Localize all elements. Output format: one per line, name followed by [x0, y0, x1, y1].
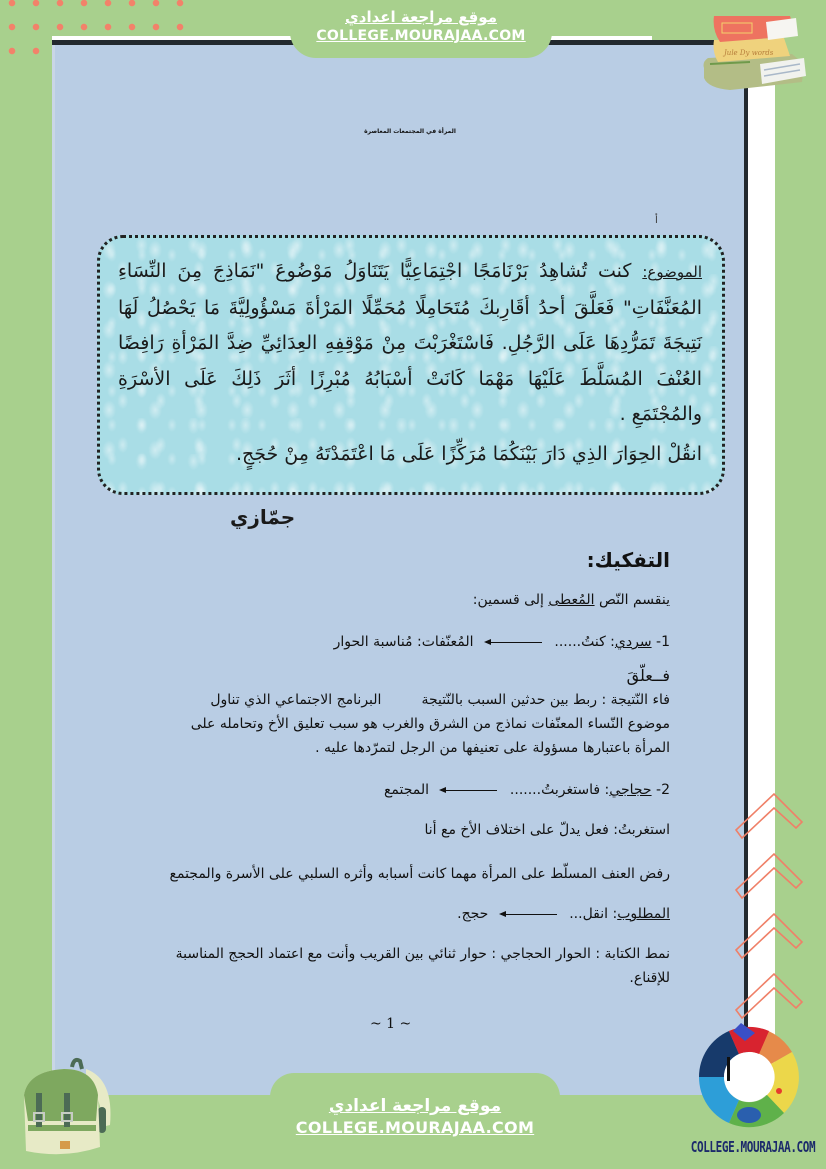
- backpack-icon: [14, 1055, 114, 1160]
- logo-text[interactable]: COLLEGE.MOURAJAA.COM: [690, 1138, 816, 1157]
- site-name-arabic[interactable]: موقع مراجعة اعدادي: [345, 8, 497, 26]
- part-1-to: المُعنّفات: مُناسبة الحوار: [333, 634, 474, 650]
- arrow-left-icon: [486, 642, 542, 643]
- topic-box: [97, 235, 725, 495]
- intro-text-end: إلى قسمين:: [472, 592, 549, 608]
- fa-allaqa: فــعلّقَ: [626, 666, 670, 685]
- topic-task: انقُلْ الحِوَارَ الذِي دَارَ بَيْنَكُمَا مُرَكِّزًا عَلَى مَا اعْتَمَدْتَهُ مِنْ حُجَجٍ.: [235, 442, 702, 465]
- analysis-intro: [130, 588, 670, 612]
- arrow-left-icon: [501, 914, 557, 915]
- result-line: [130, 688, 670, 712]
- part-1-number: 1-: [651, 634, 670, 650]
- part-2-to: المجتمع: [383, 782, 430, 798]
- colon: :: [600, 782, 610, 798]
- site-domain-link[interactable]: COLLEGE.MOURAJAA.COM: [295, 1118, 535, 1137]
- colon: :: [608, 906, 618, 922]
- site-domain-link[interactable]: COLLEGE.MOURAJAA.COM: [316, 28, 526, 44]
- site-banner-bottom[interactable]: [270, 1073, 560, 1169]
- site-banner-top[interactable]: [290, 0, 552, 58]
- site-logo-icon[interactable]: [694, 1022, 804, 1137]
- required-from: انقل...: [569, 906, 609, 922]
- part-2-from: فاستغربتُ.......: [509, 782, 601, 798]
- colon: :: [605, 634, 615, 650]
- result-left: فاء النّتيجة : ربط بين حدثين السبب بالنّتيجة: [421, 692, 670, 708]
- books-stack-icon: [700, 12, 818, 92]
- result-right: البرنامج الاجتماعي الذي تناول: [210, 692, 382, 708]
- svg-text:Jule Dy words: Jule Dy words: [724, 49, 774, 57]
- required-label: المطلوب: [617, 906, 670, 922]
- document-title: المرأة في المجتمعات المعاصرة: [364, 128, 456, 135]
- result-continuation-1: موضوع النّساء المعنّفات نماذج من الشرق والغرب هو سبب تعليق الأخ وتحامله على: [190, 716, 670, 732]
- part-1-line: [130, 630, 670, 654]
- topic-body: كنت تُشاهِدُ بَرْنَامَجًا اجْتِمَاعِيًّا يَتَنَاوَلُ مَوْضُوعَ "نَمَاذِجَ مِنَ النِّسَاءِ المُعَنَّفَاتِ" فَعَلَّقَ أحدُ أقَارِبكَ مُتَحَامِلًا مُحَمِّلًا المَرْأةَ مَسْؤُولِيَّةَ مَا يَحْصُلُ لَهَا نَتِيجَةَ تَمَرُّدِهَا عَلَى الرَّجُلِ. فَاسْتَغْرَبْتَ مِنْ مَوْقِفِهِ العِدَائِيِّ ضِدَّ المَرْأةِ رَافِضًا العُنْفَ المُسَلَّطَ عَلَيْهَا مَهْمَا كَانَتْ أسْبَابُهُ مُبْرِزًا أثَرَ ذَلِكَ عَلَى الأسْرَةِ والمُجْتَمَعِ .: [118, 260, 702, 425]
- arrow-left-icon: [441, 790, 497, 791]
- istaghrabt-line: استغربتُ: فعل يدلّ على اختلاف الأخ مع أنا: [424, 822, 670, 838]
- topic-label: الموضوع:: [642, 263, 702, 281]
- part-2-number: 2-: [651, 782, 670, 798]
- part-2-type: حجاجي: [609, 782, 652, 798]
- chevron-up-decoration-icon: [734, 790, 804, 1040]
- page-edge: [52, 45, 55, 1095]
- rejection-line: رفض العنف المسلّط على المرأة مهما كانت أسبابه وأثره السلبي على الأسرة والمجتمع: [169, 866, 670, 882]
- analysis-heading: التفكيك:: [586, 548, 670, 572]
- required-to: حجج.: [457, 906, 489, 922]
- intro-text: ينقسم النّص: [594, 592, 670, 608]
- author-signature: جمّازي: [230, 505, 296, 529]
- page-number: ~ 1 ~: [370, 1016, 412, 1032]
- part-1-type: سردي: [614, 634, 652, 650]
- stray-mark: أ: [655, 215, 658, 226]
- part-1-from: كنتُ......: [554, 634, 606, 650]
- topic-text: [118, 254, 702, 433]
- analysis-section: [130, 548, 670, 990]
- writing-mode-2: للإقناع.: [629, 970, 670, 986]
- result-continuation-2: المرأة باعتبارها مسؤولة على تعنيفها من الرجل لتمرّدها عليه .: [315, 740, 670, 756]
- required-line: [130, 902, 670, 926]
- part-2-line: [130, 778, 670, 802]
- intro-underlined: المُعطى: [548, 592, 595, 608]
- site-name-arabic[interactable]: موقع مراجعة اعدادي: [328, 1096, 502, 1116]
- writing-mode-1: نمط الكتابة : الحوار الحجاجي : حوار ثنائي بين القريب وأنت مع اعتماد الحجج المناسبة: [175, 946, 670, 962]
